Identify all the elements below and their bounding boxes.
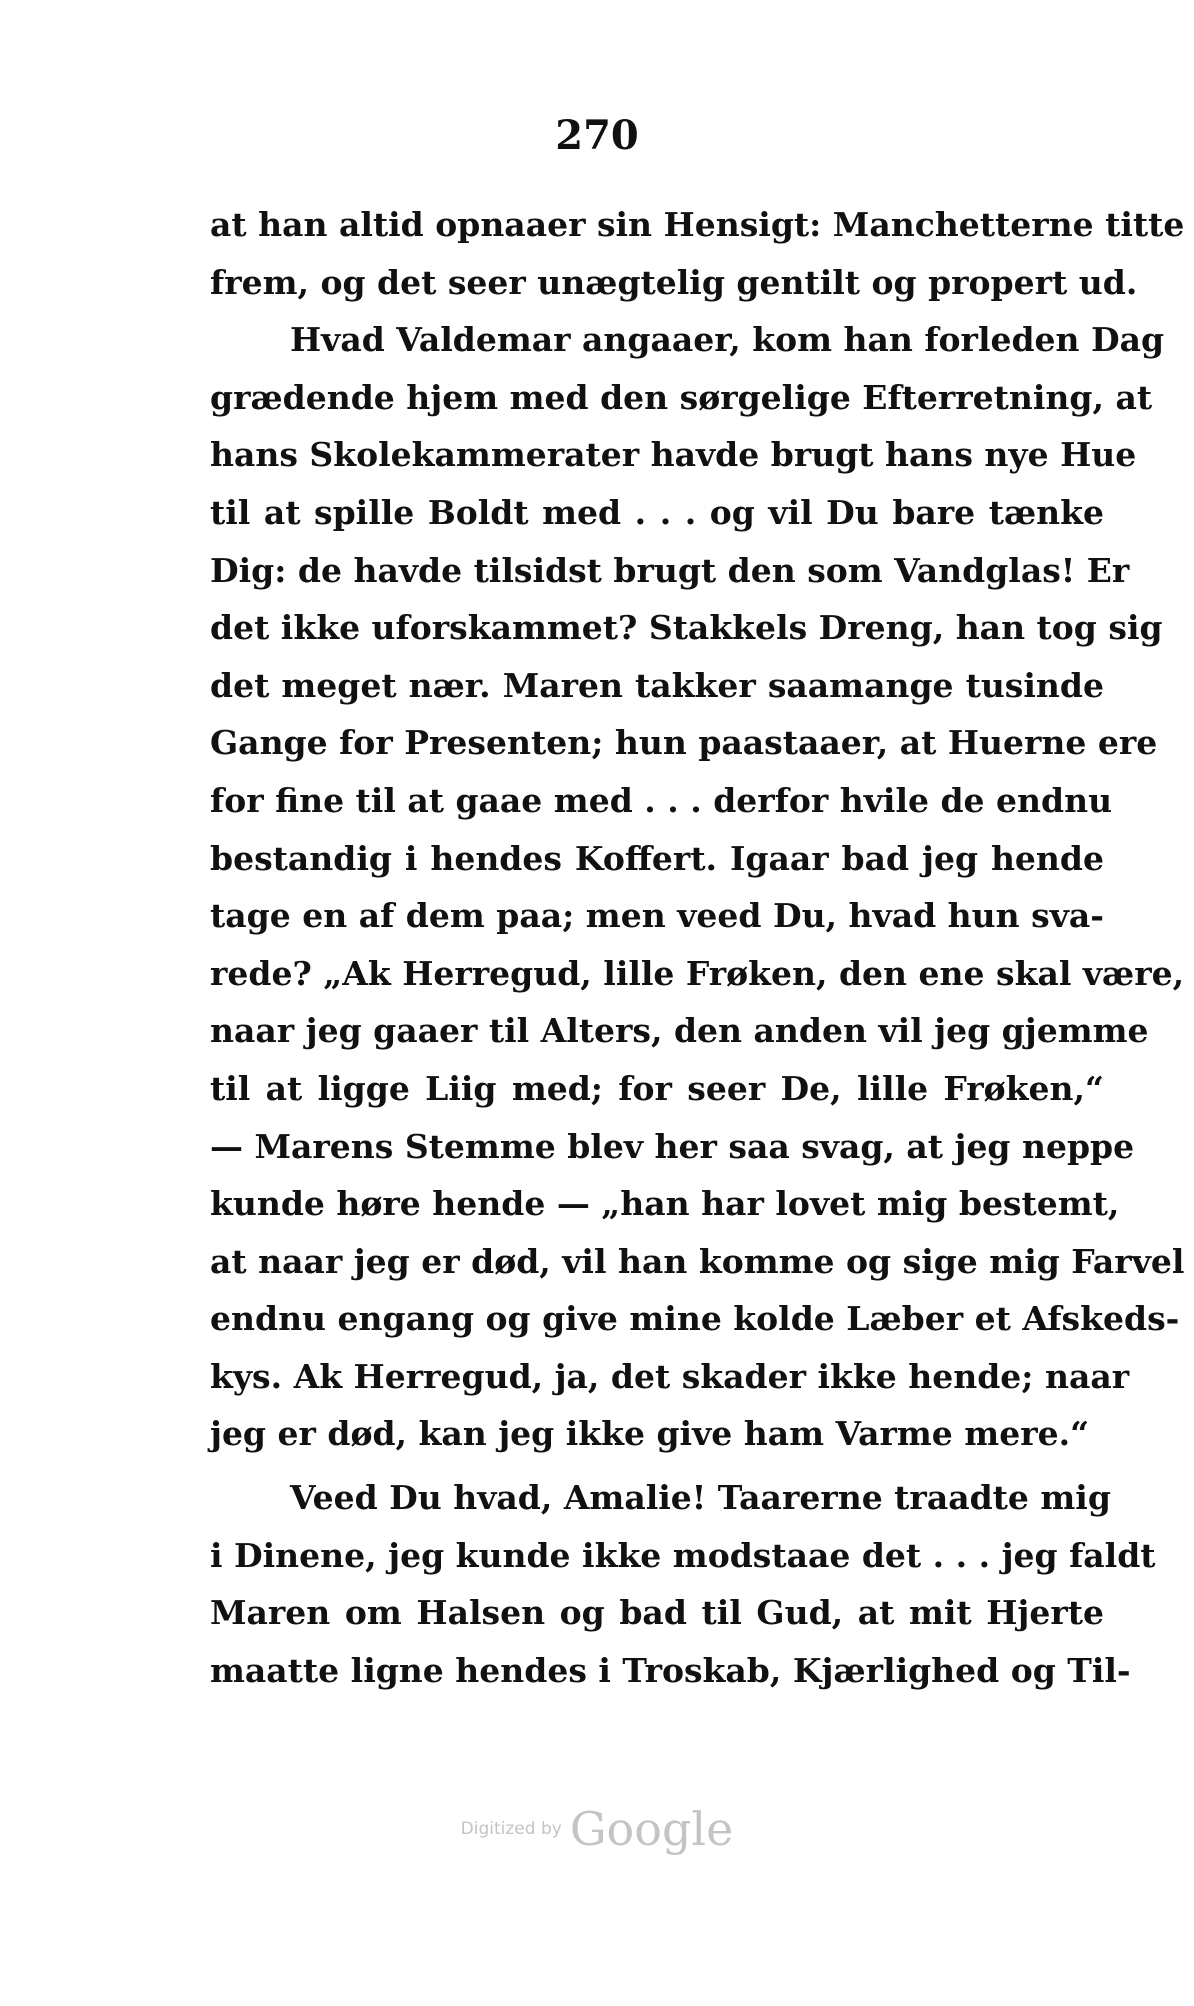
page-number: 270 <box>555 112 639 159</box>
text-line: til at ligge Liig med; for seer De, lille Frøken,“ <box>210 1068 1104 1108</box>
text-line: kys. Ak Herregud, ja, det skader ikke hende; naar <box>210 1356 1130 1396</box>
text-line: hans Skolekammerater havde brugt hans nye Hue <box>210 435 1137 475</box>
digitized-watermark <box>0 1802 1194 1856</box>
text-line: Hvad Valdemar angaaer, kom han forleden Dag <box>290 320 1165 360</box>
text-line: til at spille Boldt med . . . og vil Du bare tænke <box>210 492 1104 532</box>
text-line: kunde høre hende — „han har lovet mig bestemt, <box>210 1184 1120 1224</box>
text-line: frem, og det seer unægtelig gentilt og propert ud. <box>210 262 1138 302</box>
google-logo: Google <box>569 1802 734 1856</box>
text-line: grædende hjem med den sørgelige Efterretning, at <box>210 377 1153 417</box>
text-line: jeg er død, kan jeg ikke give ham Varme mere.“ <box>210 1414 1090 1454</box>
text-line: at han altid opnaaer sin Hensigt: Manchetterne titte <box>210 205 1185 244</box>
text-line: for fine til at gaae med . . . derfor hvile de endnu <box>210 780 1113 820</box>
text-line: at naar jeg er død, vil han komme og sige mig Farvel <box>210 1241 1185 1281</box>
body-text <box>210 196 1185 1699</box>
text-line: naar jeg gaaer til Alters, den anden vil jeg gjemme <box>210 1011 1149 1051</box>
text-line: — Marens Stemme blev her saa svag, at jeg neppe <box>210 1126 1135 1166</box>
text-line: i Dinene, jeg kunde ikke modstaae det . . . jeg faldt <box>210 1535 1156 1575</box>
watermark-prefix: Digitized by <box>460 1819 562 1839</box>
text-line: det meget nær. Maren takker saamange tusinde <box>210 665 1104 705</box>
text-line: tage en af dem paa; men veed Du, hvad hun sva- <box>210 896 1104 936</box>
text-line: endnu engang og give mine kolde Læber et Afskeds- <box>210 1299 1180 1339</box>
text-line: Maren om Halsen og bad til Gud, at mit Hjerte <box>210 1593 1104 1633</box>
text-line: bestandig i hendes Koffert. Igaar bad jeg hende <box>210 838 1104 878</box>
text-line: Dig: de havde tilsidst brugt den som Vandglas! Er <box>210 550 1130 590</box>
text-line: Gange for Presenten; hun paastaaer, at Huerne ere <box>210 723 1158 763</box>
text-line: rede? „Ak Herregud, lille Frøken, den ene skal være, <box>210 953 1185 993</box>
text-line: maatte ligne hendes i Troskab, Kjærlighed og Til- <box>210 1650 1131 1690</box>
text-line: det ikke uforskammet? Stakkels Dreng, han tog sig <box>210 608 1163 648</box>
text-line: Veed Du hvad, Amalie! Taarerne traadte mig <box>290 1478 1111 1518</box>
